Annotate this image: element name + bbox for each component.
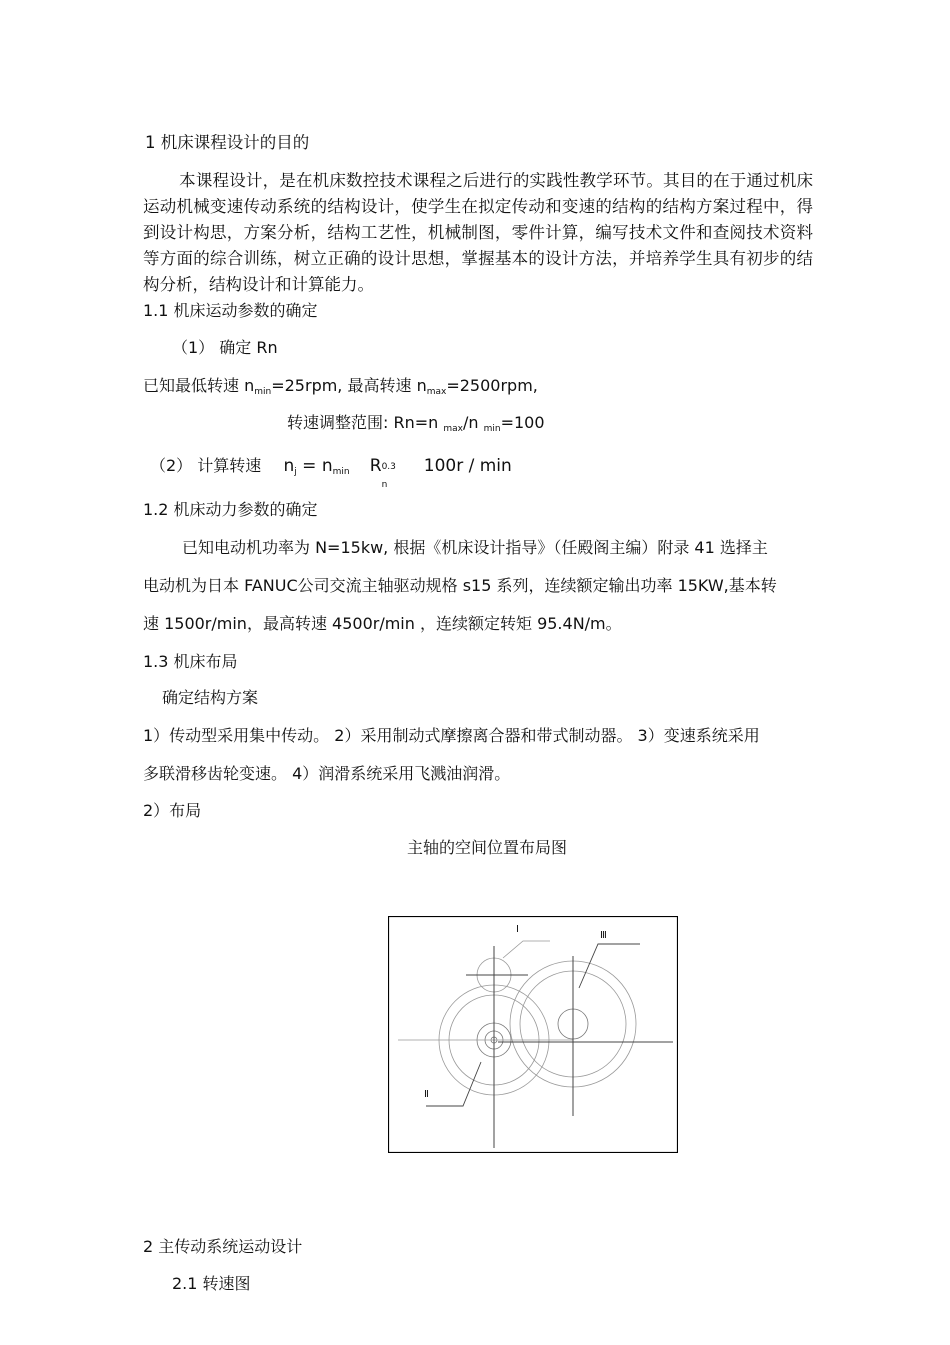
structure-line-1: 1）传动型采用集中传动。 2）采用制动式摩擦离合器和带式制动器。 3）变速系统采用 xyxy=(143,726,760,745)
figure-caption: 主轴的空间位置布局图 xyxy=(407,838,568,857)
axis-label-1: Ⅰ xyxy=(516,924,519,935)
power-line-3: 速 1500r/min，最高转速 4500r/min ，连续额定转矩 95.4N/m。 xyxy=(143,614,622,633)
known-speeds: 已知最低转速 $n_{min}=25rpm$, 最高转速 $n_{max}=2500rpm$, xyxy=(143,376,538,397)
step-1-label: （1） 确定 Rn xyxy=(172,338,278,357)
structure-line-2: 多联滑移齿轮变速。 4）润滑系统采用飞溅油润滑。 xyxy=(143,764,511,783)
spindle-layout-drawing xyxy=(388,916,678,1153)
section-heading-2: 2 主传动系统运动设计 xyxy=(143,1237,303,1256)
section-heading-1: 1 机床课程设计的目的 xyxy=(145,133,310,152)
section-heading-1-1: 1.1 机床运动参数的确定 xyxy=(143,301,318,320)
section-heading-1-2: 1.2 机床动力参数的确定 xyxy=(143,500,318,519)
power-line-2: 电动机为日本 FANUC公司交流主轴驱动规格 s15 系列，连续额定输出功率 15KW,基本转 xyxy=(143,576,777,595)
calc-speed: （2） 计算转速 $n_j = n_{min}$ R 0.3 n 100r / min xyxy=(150,456,512,490)
spindle-layout-figure xyxy=(388,916,678,1153)
structure-subheading: 确定结构方案 xyxy=(162,688,259,707)
power-line-1: 已知电动机功率为 N=15kw, 根据《机床设计指导》（任殿阁主编）附录 41 选择主 xyxy=(182,538,768,557)
section-heading-2-1: 2.1 转速图 xyxy=(172,1274,251,1293)
layout-label: 2）布局 xyxy=(143,801,202,820)
speed-range: 转速调整范围: Rn=n $_{max}$/n $_{min}$=100 xyxy=(287,413,545,434)
axis-label-3: Ⅲ xyxy=(600,930,607,941)
intro-paragraph: 本课程设计，是在机床数控技术课程之后进行的实践性教学环节。其目的在于通过机床运动机械变速传动系统的结构设计，使学生在拟定传动和变速的结构的结构方案过程中，得到设计构思，方案分析，结构工艺性，机械制图，零件计算，编写技术文件和查阅技术资料等方面的综合训练，树立正确的设计思想，掌握基本的设计方法，并培养学生具有初步的结构分析，结构设计和计算能力。 xyxy=(143,171,813,294)
section-heading-1-3: 1.3 机床布局 xyxy=(143,652,238,671)
axis-label-2: Ⅱ xyxy=(424,1089,429,1100)
